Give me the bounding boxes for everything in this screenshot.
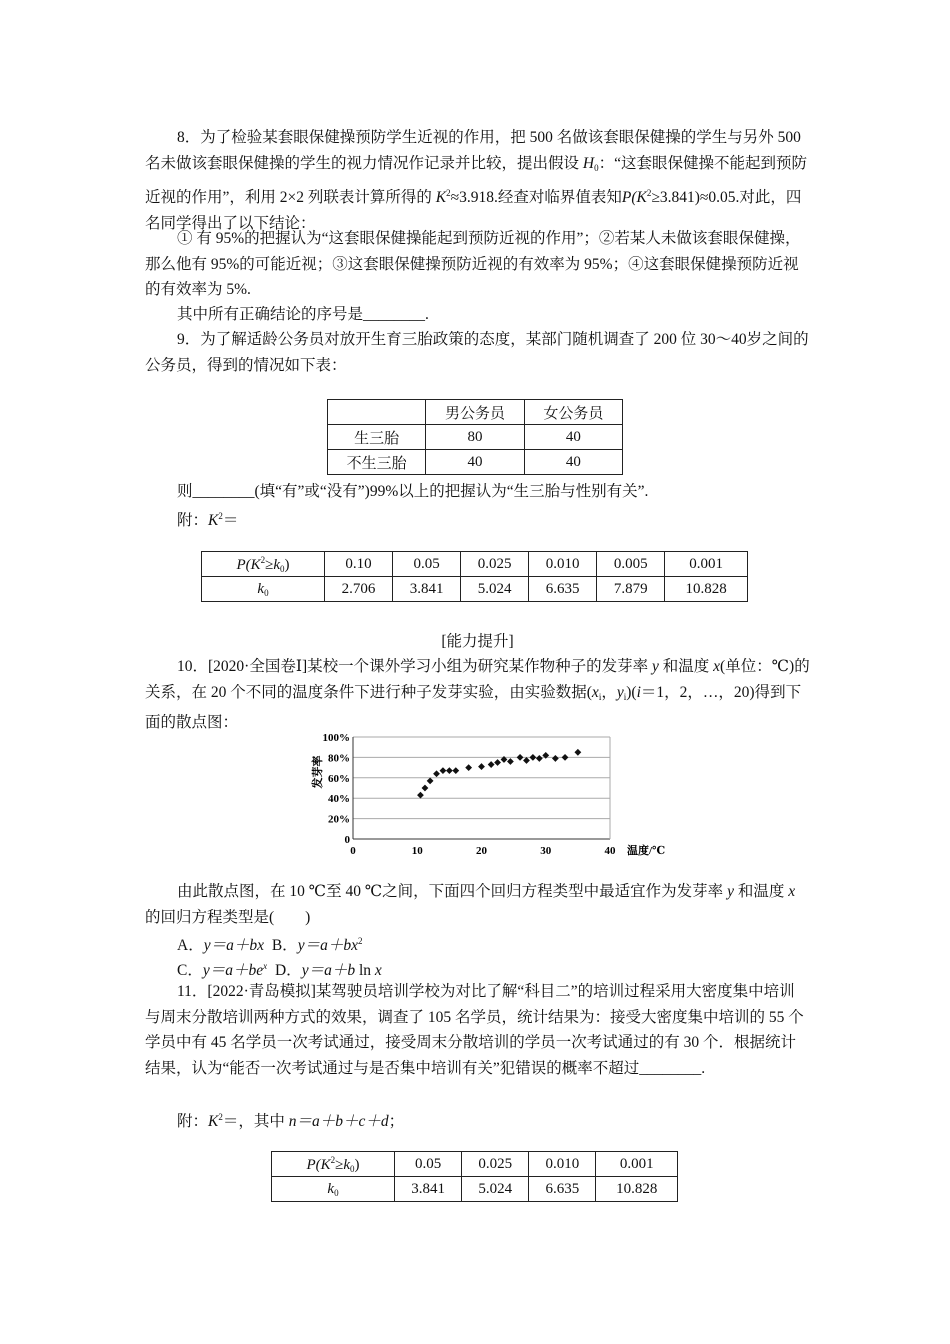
- option-c: C．$y=a+be^x$: [177, 961, 268, 979]
- q8-text: 8．为了检验某套眼保健操预防学生近视的作用，把 500 名做该套眼保健操的学生与另外 500 名未做该套眼保健操的学生的视力情况作记录并比较，提出假设 $H_0$：“这套眼保健操不能起到预防近视的作用”，利用 2×2 列联表计算所得的 $K^2\approx 3.918$.经查对临界值表知$P(K^2\ge 3.841)\approx 0.05$.对此，四名同学得出了以下结论：: [145, 129, 807, 232]
- option-b: B．$y=a+bx^2$: [271, 936, 363, 954]
- data-point: [478, 763, 485, 770]
- q9-ask: 则________(填“有”或“没有”)99%以上的把握认为“生三胎与性别有关”.: [177, 483, 649, 500]
- data-point: [440, 767, 447, 774]
- option-d: D．y＝a＋b ln x: [274, 962, 382, 979]
- data-point: [523, 757, 530, 764]
- table-row: 生三胎 80 40: [328, 425, 623, 450]
- germination-scatter-chart: [300, 728, 680, 862]
- q11-attach: 附：$K^2=$，其中 n＝a＋b＋c＋d；: [177, 1112, 405, 1130]
- table-row: $P(K^2\ge k_0)$ 0.10 0.05 0.025 0.010 0.005 0.001: [202, 552, 748, 577]
- x-tick-label: 10: [411, 845, 423, 857]
- table-row: $k_0$ 3.841 5.024 6.635 10.828: [272, 1177, 678, 1202]
- x-axis-label: 温度/℃: [627, 845, 666, 857]
- x-tick-label: 0: [350, 845, 356, 857]
- data-point: [552, 755, 559, 762]
- data-point: [494, 759, 501, 766]
- data-point: [465, 764, 472, 771]
- data-point: [446, 767, 453, 774]
- data-point: [417, 792, 424, 799]
- y-tick-label: 0: [344, 834, 350, 846]
- data-point: [427, 777, 434, 784]
- y-tick-label: 100%: [322, 732, 350, 744]
- x-tick-label: 40: [604, 845, 616, 857]
- data-point: [507, 758, 514, 765]
- q9-text: 9．为了解适龄公务员对放开生育三胎政策的态度，某部门随机调查了 200 位 30～40岁之间的公务员，得到的情况如下表：: [145, 331, 809, 374]
- data-point: [530, 754, 537, 761]
- k2-critical-table-1: [201, 551, 748, 602]
- data-point: [422, 785, 429, 792]
- q9-table: [327, 399, 623, 475]
- section-heading: [能力提升]: [441, 633, 514, 650]
- y-tick-label: 80%: [328, 752, 350, 765]
- q8-conclusions: ① 有 95%的把握认为“这套眼保健操能起到预防近视的作用”；②若某人未做该套眼保健操，那么他有 95%的可能近视；③这套眼保健操预防近视的有效率为 95%；④这套眼保健操预防近视的有效率为 5%.: [145, 230, 801, 298]
- q11-text: 11．[2022·青岛模拟]某驾驶员培训学校为对比了解“科目二”的培训过程采用大密度集中培训与周末分散培训两种方式的效果，调查了 105 名学员，统计结果为：接受大密度集中培训的 55 个学员中有 45 名学员一次考试通过，接受周末分散培训的学员一次考试通过的有 30 个．根据统计结果，认为“能否一次考试通过与是否集中培训有关”犯错误的概率不超过________.: [145, 983, 804, 1077]
- y-tick-label: 20%: [328, 813, 350, 826]
- table-row: $P(K^2\ge k_0)$ 0.05 0.025 0.010 0.001: [272, 1152, 678, 1177]
- q10-question: 由此散点图，在 10 ℃至 40 ℃之间，下面四个回归方程类型中最适宜作为发芽率 y 和温度 x 的回归方程类型是( ): [145, 883, 796, 926]
- data-point: [536, 755, 543, 762]
- table-row: $k_0$ 2.706 3.841 5.024 6.635 7.879 10.828: [202, 577, 748, 602]
- q10-text: 10．[2020·全国卷Ⅰ]某校一个课外学习小组为研究某作物种子的发芽率 y 和温度 x(单位：℃)的关系，在 20 个不同的温度条件下进行种子发芽实验，由实验数据($x_i$，$y_i)(i=1$，2，…，20)得到下面的散点图：: [145, 658, 810, 731]
- data-point: [517, 754, 524, 761]
- data-point: [562, 754, 569, 761]
- data-point: [433, 770, 440, 777]
- x-tick-label: 20: [476, 845, 487, 857]
- k2-critical-table-2: [271, 1151, 678, 1202]
- table-row: 男公务员 女公务员: [328, 400, 623, 425]
- option-a: A．y＝a＋bx: [177, 937, 264, 954]
- q8-ask: 其中所有正确结论的序号是________.: [177, 306, 429, 323]
- x-tick-label: 30: [540, 845, 552, 857]
- data-point: [488, 761, 495, 768]
- y-tick-label: 60%: [328, 772, 350, 785]
- y-tick-label: 40%: [328, 793, 350, 806]
- data-point: [574, 749, 581, 756]
- q9-attach: 附：$K^2=$: [177, 511, 239, 529]
- table-row: 不生三胎 40 40: [328, 450, 623, 475]
- y-axis-label: 发芽率: [312, 755, 324, 789]
- data-point: [452, 767, 459, 774]
